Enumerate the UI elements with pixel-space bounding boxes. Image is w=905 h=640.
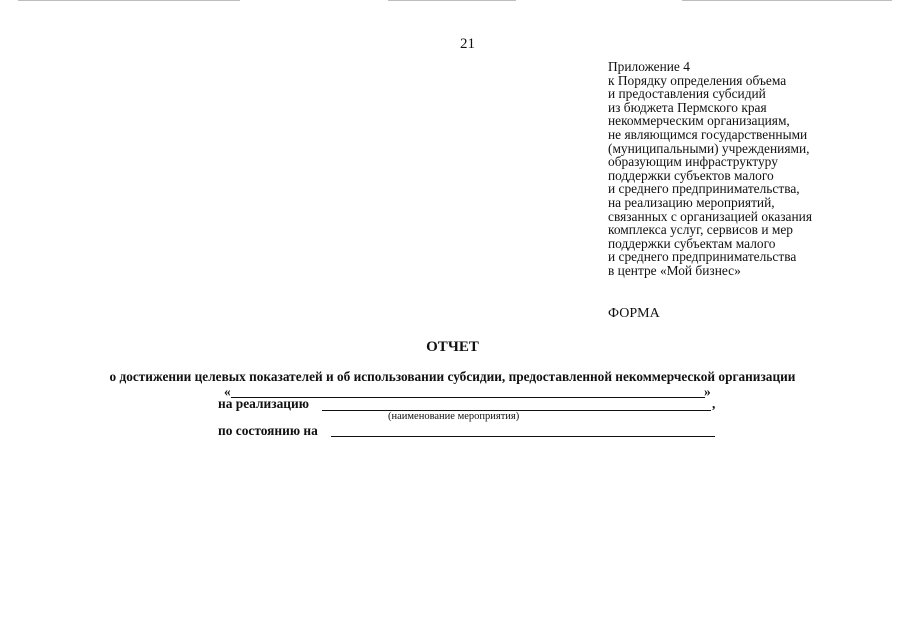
scan-edge-line-right	[682, 0, 892, 1]
as-of-date-field[interactable]	[331, 436, 715, 437]
appendix-line: образующим инфраструктуру	[608, 154, 778, 170]
report-title: ОТЧЕТ	[426, 339, 479, 355]
report-subtitle: о достижении целевых показателей и об использовании субсидии, предоставленной некоммерческой организации	[109, 369, 796, 384]
appendix-line: поддержки субъектам малого	[608, 235, 776, 251]
appendix-line: из бюджета Пермского края	[608, 99, 767, 115]
appendix-line: не являющимся государственными	[608, 126, 808, 142]
form-label: ФОРМА	[608, 306, 660, 321]
appendix-line: к Порядку определения объема	[608, 72, 787, 88]
event-name-hint: (наименование мероприятия)	[388, 411, 520, 422]
appendix-line: (муниципальными) учреждениями,	[608, 140, 810, 156]
scan-edge-line-left	[18, 0, 240, 1]
appendix-line: связанных с организацией оказания	[608, 208, 812, 224]
appendix-line: некоммерческим организациям,	[608, 113, 790, 129]
as-of-label: по состоянию на	[218, 423, 318, 438]
appendix-line: и среднего предпринимательства	[608, 249, 797, 265]
appendix-line: Приложение 4	[608, 59, 690, 74]
appendix-line: на реализацию мероприятий,	[608, 194, 775, 210]
realization-label: на реализацию	[218, 396, 309, 411]
open-quote: «	[224, 384, 231, 399]
close-quote: »	[704, 384, 711, 399]
appendix-line: и предоставления субсидий	[608, 86, 766, 102]
page-number: 21	[460, 36, 475, 52]
appendix-header-block	[608, 60, 898, 278]
realization-comma: ,	[712, 396, 716, 411]
appendix-line: комплекса услуг, сервисов и мер	[608, 222, 793, 238]
appendix-line: и среднего предпринимательства,	[608, 181, 800, 197]
scan-edge-line-center	[388, 0, 516, 1]
appendix-line: в центре «Мой бизнес»	[608, 262, 741, 278]
appendix-line: поддержки субъектов малого	[608, 167, 774, 183]
